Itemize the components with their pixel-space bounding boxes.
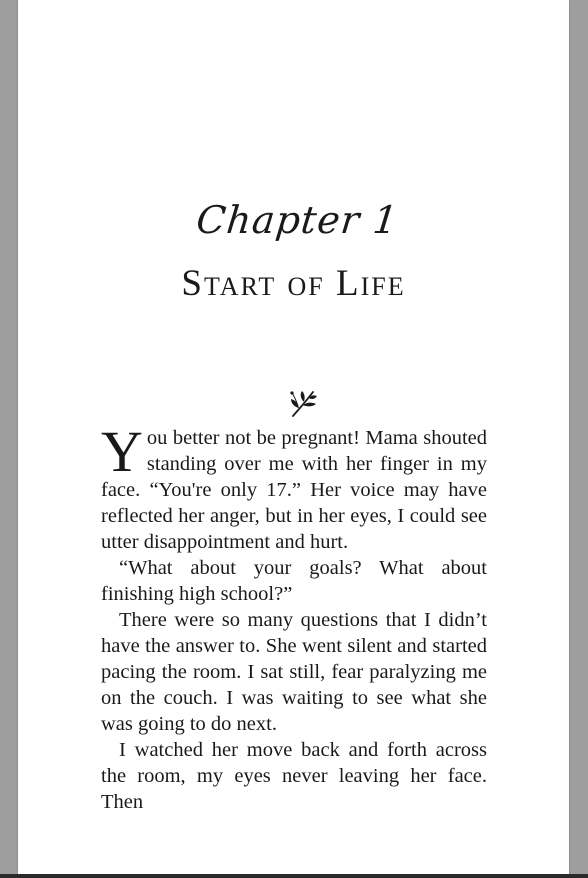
chapter-label: Chapter 1: [194, 198, 401, 242]
paragraph: “What about your goals? What about finishing high school?”: [101, 557, 487, 605]
book-page: [18, 0, 569, 874]
viewer-bottom-edge: [0, 874, 588, 878]
paragraph: I watched her move back and forth across the room, my eyes never leaving her face. Then: [101, 739, 487, 813]
paragraph-text: ou better not be pregnant! Mama shouted standing over me with her finger in my face. “You're only 17.” Her voice may have reflected her anger, but in her eyes, I could see utter disappointment and hurt.: [101, 427, 487, 553]
chapter-body: [101, 419, 487, 815]
paragraph-opening: [101, 419, 487, 555]
drop-cap: Y: [101, 419, 143, 484]
chapter-title: Start of Life: [181, 263, 406, 304]
paragraph: There were so many questions that I didn’t have the answer to. She went silent and started pacing the room. I sat still, fear paralyzing me on the couch. I was waiting to see what she was going to do next.: [101, 609, 487, 735]
floral-sprig-icon: [286, 386, 320, 420]
